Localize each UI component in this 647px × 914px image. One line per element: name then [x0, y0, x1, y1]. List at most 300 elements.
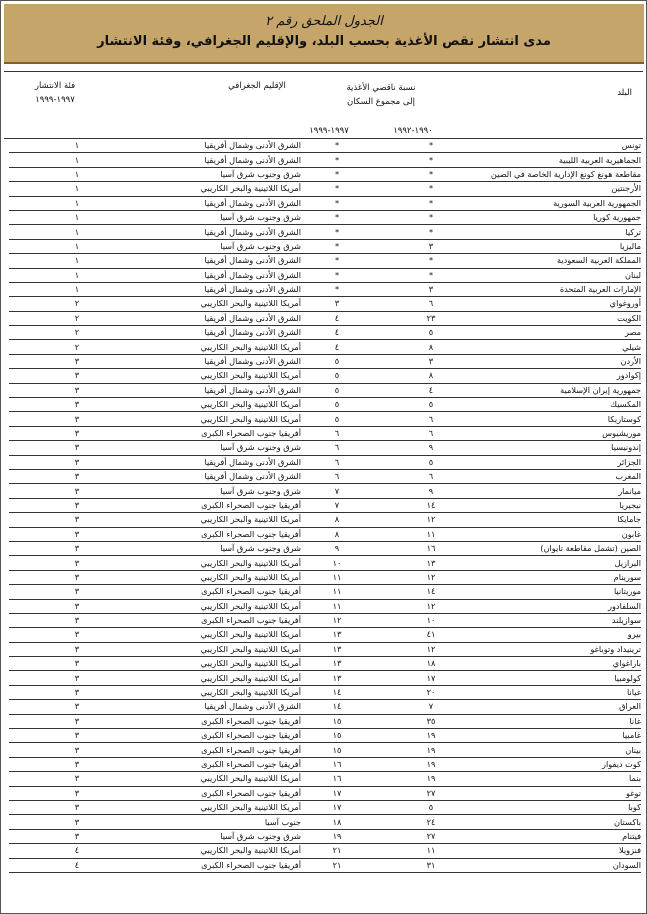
share-1997-99-cell: *: [301, 196, 373, 210]
category-cell: ٣: [9, 354, 145, 368]
share-1997-99-cell: *: [301, 268, 373, 282]
region-cell: شرق وجنوب شرق آسيا: [145, 210, 301, 224]
category-cell: ٣: [9, 369, 145, 383]
country-cell: مقاطعة هونغ كونغ الإدارية الخاصة في الصين: [489, 167, 641, 181]
category-cell: ٢: [9, 297, 145, 311]
category-cell: ٣: [9, 426, 145, 440]
region-cell: الشرق الأدنى وشمال أفريقيا: [145, 326, 301, 340]
region-cell: أمريكا اللاتينية والبحر الكاريبي: [145, 513, 301, 527]
country-cell: شيلي: [489, 340, 641, 354]
country-cell: إكوادور: [489, 369, 641, 383]
share-1990-92-cell: *: [373, 196, 489, 210]
country-cell: بيرو: [489, 628, 641, 642]
share-1990-92-cell: ١٩: [373, 729, 489, 743]
region-cell: الشرق الأدنى وشمال أفريقيا: [145, 225, 301, 239]
country-cell: جامايكا: [489, 513, 641, 527]
category-cell: ٣: [9, 484, 145, 498]
table-row: [9, 383, 641, 397]
share-1997-99-cell: ٦: [301, 469, 373, 483]
share-1997-99-cell: ٦: [301, 441, 373, 455]
category-cell: ٣: [9, 441, 145, 455]
table-row: [9, 786, 641, 800]
region-cell: أمريكا اللاتينية والبحر الكاريبي: [145, 398, 301, 412]
category-cell: ٢: [9, 311, 145, 325]
category-cell: ٣: [9, 613, 145, 627]
table-row: [9, 167, 641, 181]
share-1990-92-cell: ١٢: [373, 642, 489, 656]
region-cell: أمريكا اللاتينية والبحر الكاريبي: [145, 642, 301, 656]
region-cell: الشرق الأدنى وشمال أفريقيا: [145, 469, 301, 483]
share-1990-92-cell: ١٠: [373, 613, 489, 627]
share-1997-99-cell: ٢١: [301, 858, 373, 872]
category-cell: ١: [9, 282, 145, 296]
category-cell: ٣: [9, 498, 145, 512]
region-cell: جنوب آسيا: [145, 815, 301, 829]
category-cell: ٣: [9, 743, 145, 757]
category-cell: ١: [9, 254, 145, 268]
table-row: [9, 254, 641, 268]
region-cell: شرق وجنوب شرق آسيا: [145, 441, 301, 455]
table-row: [9, 541, 641, 555]
share-1997-99-cell: ٨: [301, 513, 373, 527]
country-cell: غيانا: [489, 685, 641, 699]
region-cell: الشرق الأدنى وشمال أفريقيا: [145, 254, 301, 268]
category-cell: ١: [9, 153, 145, 167]
share-1990-92-cell: *: [373, 182, 489, 196]
share-1990-92-cell: *: [373, 254, 489, 268]
country-cell: بينان: [489, 743, 641, 757]
country-cell: سورينام: [489, 570, 641, 584]
region-cell: أمريكا اللاتينية والبحر الكاريبي: [145, 412, 301, 426]
country-cell: ميانمار: [489, 484, 641, 498]
category-cell: ٣: [9, 412, 145, 426]
region-cell: أفريقيا جنوب الصحراء الكبرى: [145, 498, 301, 512]
region-cell: الشرق الأدنى وشمال أفريقيا: [145, 268, 301, 282]
share-1990-92-cell: ١٩: [373, 757, 489, 771]
table-row: [9, 297, 641, 311]
country-cell: كوبا: [489, 800, 641, 814]
table-row: [9, 757, 641, 771]
category-cell: ٣: [9, 398, 145, 412]
country-cell: غانا: [489, 714, 641, 728]
share-1997-99-cell: ٦: [301, 455, 373, 469]
region-cell: أمريكا اللاتينية والبحر الكاريبي: [145, 628, 301, 642]
table-row: [9, 498, 641, 512]
country-cell: غابون: [489, 527, 641, 541]
header-period-1997-99: ١٩٩٧-١٩٩٩: [309, 126, 349, 136]
category-cell: ٣: [9, 815, 145, 829]
country-cell: كوت ديفوار: [489, 757, 641, 771]
table-row: [9, 225, 641, 239]
share-1997-99-cell: *: [301, 239, 373, 253]
region-cell: شرق وجنوب شرق آسيا: [145, 541, 301, 555]
region-cell: أفريقيا جنوب الصحراء الكبرى: [145, 613, 301, 627]
country-cell: باكستان: [489, 815, 641, 829]
country-cell: جمهورية إيران الإسلامية: [489, 383, 641, 397]
country-cell: ترينيداد وتوباغو: [489, 642, 641, 656]
table-row: [9, 599, 641, 613]
region-cell: أفريقيا جنوب الصحراء الكبرى: [145, 757, 301, 771]
share-1990-92-cell: ٦: [373, 426, 489, 440]
share-1990-92-cell: ٨: [373, 369, 489, 383]
table-row: [9, 671, 641, 685]
country-cell: موريشيوس: [489, 426, 641, 440]
share-1990-92-cell: ٣١: [373, 858, 489, 872]
header-share-line2: إلى مجموع السكان: [347, 97, 415, 107]
country-cell: السودان: [489, 858, 641, 872]
table-row: [9, 441, 641, 455]
country-cell: باراغواي: [489, 657, 641, 671]
country-cell: المكسيك: [489, 398, 641, 412]
country-cell: سوازيلند: [489, 613, 641, 627]
region-cell: أمريكا اللاتينية والبحر الكاريبي: [145, 570, 301, 584]
share-1990-92-cell: *: [373, 268, 489, 282]
share-1997-99-cell: ١٥: [301, 714, 373, 728]
category-cell: ٣: [9, 729, 145, 743]
share-1997-99-cell: ٢١: [301, 844, 373, 858]
share-1997-99-cell: ١٩: [301, 829, 373, 843]
country-cell: توغو: [489, 786, 641, 800]
region-cell: أمريكا اللاتينية والبحر الكاريبي: [145, 182, 301, 196]
table-row: [9, 426, 641, 440]
country-cell: فيتنام: [489, 829, 641, 843]
share-1997-99-cell: ١١: [301, 599, 373, 613]
share-1990-92-cell: ١٢: [373, 570, 489, 584]
category-cell: ٣: [9, 685, 145, 699]
share-1990-92-cell: ٥: [373, 455, 489, 469]
prevalence-table: [9, 139, 641, 873]
region-cell: أفريقيا جنوب الصحراء الكبرى: [145, 786, 301, 800]
category-cell: ٢: [9, 340, 145, 354]
country-cell: العراق: [489, 700, 641, 714]
table-row: [9, 685, 641, 699]
country-cell: المملكة العربية السعودية: [489, 254, 641, 268]
share-1997-99-cell: ١٢: [301, 613, 373, 627]
category-cell: ٣: [9, 541, 145, 555]
share-1990-92-cell: ٦: [373, 297, 489, 311]
share-1997-99-cell: ١٣: [301, 671, 373, 685]
region-cell: شرق وجنوب شرق آسيا: [145, 484, 301, 498]
share-1990-92-cell: ١١: [373, 527, 489, 541]
category-cell: ٣: [9, 599, 145, 613]
share-1990-92-cell: ٢٧: [373, 786, 489, 800]
table-row: [9, 469, 641, 483]
table-row: [9, 139, 641, 153]
country-cell: السلفادور: [489, 599, 641, 613]
country-cell: تونس: [489, 139, 641, 153]
share-1997-99-cell: ١٠: [301, 556, 373, 570]
share-1990-92-cell: ٤: [373, 383, 489, 397]
table-row: [9, 268, 641, 282]
table-row: [9, 642, 641, 656]
share-1990-92-cell: ٦: [373, 469, 489, 483]
share-1990-92-cell: ١٤: [373, 498, 489, 512]
share-1990-92-cell: ٢٣: [373, 311, 489, 325]
share-1997-99-cell: ١١: [301, 570, 373, 584]
table-row: [9, 815, 641, 829]
region-cell: شرق وجنوب شرق آسيا: [145, 829, 301, 843]
table-row: [9, 398, 641, 412]
category-cell: ٣: [9, 513, 145, 527]
country-cell: أوروغواي: [489, 297, 641, 311]
share-1997-99-cell: ٥: [301, 369, 373, 383]
table-row: [9, 311, 641, 325]
region-cell: الشرق الأدنى وشمال أفريقيا: [145, 139, 301, 153]
share-1990-92-cell: *: [373, 225, 489, 239]
table-row: [9, 844, 641, 858]
table-row: [9, 585, 641, 599]
category-cell: ١: [9, 225, 145, 239]
header-category-line1: فئة الانتشار: [34, 81, 76, 91]
region-cell: الشرق الأدنى وشمال أفريقيا: [145, 354, 301, 368]
share-1990-92-cell: ١٧: [373, 671, 489, 685]
share-1997-99-cell: ١٣: [301, 642, 373, 656]
country-cell: الجماهيرية العربية الليبية: [489, 153, 641, 167]
share-1997-99-cell: ٨: [301, 527, 373, 541]
table-row: [9, 570, 641, 584]
table-row: [9, 628, 641, 642]
share-1990-92-cell: ١٨: [373, 657, 489, 671]
share-1990-92-cell: ٥: [373, 398, 489, 412]
country-cell: تركيا: [489, 225, 641, 239]
region-cell: شرق وجنوب شرق آسيا: [145, 167, 301, 181]
table-row: [9, 613, 641, 627]
share-1997-99-cell: ١٤: [301, 685, 373, 699]
share-1997-99-cell: *: [301, 153, 373, 167]
share-1990-92-cell: *: [373, 153, 489, 167]
table-body: [9, 139, 641, 872]
category-cell: ٢: [9, 326, 145, 340]
country-cell: بنما: [489, 772, 641, 786]
region-cell: أفريقيا جنوب الصحراء الكبرى: [145, 585, 301, 599]
share-1990-92-cell: ٩: [373, 441, 489, 455]
share-1990-92-cell: ٢٧: [373, 829, 489, 843]
table-row: [9, 210, 641, 224]
country-cell: البرازيل: [489, 556, 641, 570]
category-cell: ١: [9, 196, 145, 210]
share-1990-92-cell: *: [373, 139, 489, 153]
header-country: البلد: [617, 88, 632, 98]
category-cell: ٤: [9, 858, 145, 872]
share-1990-92-cell: ١٣: [373, 556, 489, 570]
share-1997-99-cell: *: [301, 254, 373, 268]
region-cell: الشرق الأدنى وشمال أفريقيا: [145, 196, 301, 210]
share-1997-99-cell: ٥: [301, 398, 373, 412]
category-cell: ٣: [9, 469, 145, 483]
share-1990-92-cell: ٢٤: [373, 815, 489, 829]
category-cell: ٣: [9, 757, 145, 771]
region-cell: أفريقيا جنوب الصحراء الكبرى: [145, 743, 301, 757]
country-cell: الأرجنتين: [489, 182, 641, 196]
region-cell: الشرق الأدنى وشمال أفريقيا: [145, 311, 301, 325]
share-1997-99-cell: ٩: [301, 541, 373, 555]
share-1990-92-cell: ١٤: [373, 585, 489, 599]
category-cell: ٣: [9, 671, 145, 685]
share-1997-99-cell: ٤: [301, 326, 373, 340]
region-cell: أفريقيا جنوب الصحراء الكبرى: [145, 729, 301, 743]
category-cell: ٣: [9, 383, 145, 397]
table-row: [9, 729, 641, 743]
country-cell: إندونيسيا: [489, 441, 641, 455]
share-1990-92-cell: ٣٥: [373, 714, 489, 728]
country-cell: الأردن: [489, 354, 641, 368]
category-cell: ٣: [9, 772, 145, 786]
share-1997-99-cell: ١٧: [301, 786, 373, 800]
share-1990-92-cell: ٥: [373, 326, 489, 340]
region-cell: أمريكا اللاتينية والبحر الكاريبي: [145, 556, 301, 570]
table-row: [9, 340, 641, 354]
share-1990-92-cell: ١٢: [373, 513, 489, 527]
country-cell: مصر: [489, 326, 641, 340]
country-cell: جمهورية كوريا: [489, 210, 641, 224]
region-cell: أمريكا اللاتينية والبحر الكاريبي: [145, 369, 301, 383]
share-1997-99-cell: ٧: [301, 484, 373, 498]
region-cell: الشرق الأدنى وشمال أفريقيا: [145, 383, 301, 397]
share-1997-99-cell: ١١: [301, 585, 373, 599]
table-row: [9, 239, 641, 253]
share-1997-99-cell: ١٦: [301, 757, 373, 771]
country-cell: كوستاريكا: [489, 412, 641, 426]
region-cell: أمريكا اللاتينية والبحر الكاريبي: [145, 297, 301, 311]
table-row: [9, 657, 641, 671]
table-row: [9, 700, 641, 714]
share-1997-99-cell: ٤: [301, 340, 373, 354]
share-1990-92-cell: ١١: [373, 844, 489, 858]
share-1997-99-cell: ٧: [301, 498, 373, 512]
region-cell: أفريقيا جنوب الصحراء الكبرى: [145, 527, 301, 541]
region-cell: أمريكا اللاتينية والبحر الكاريبي: [145, 772, 301, 786]
share-1990-92-cell: *: [373, 167, 489, 181]
country-cell: الصين (تشمل مقاطعة تايوان): [489, 541, 641, 555]
country-cell: فنزويلا: [489, 844, 641, 858]
table-row: [9, 282, 641, 296]
share-1990-92-cell: ٩: [373, 484, 489, 498]
share-1997-99-cell: ١٤: [301, 700, 373, 714]
country-cell: لبنان: [489, 268, 641, 282]
share-1990-92-cell: ١٢: [373, 599, 489, 613]
table-row: [9, 556, 641, 570]
share-1997-99-cell: *: [301, 182, 373, 196]
region-cell: أمريكا اللاتينية والبحر الكاريبي: [145, 685, 301, 699]
share-1997-99-cell: *: [301, 282, 373, 296]
table-main-title: مدى انتشار نقص الأغذية بحسب البلد، والإقليم الجغرافي، وفئة الانتشار: [97, 34, 551, 49]
table-row: [9, 743, 641, 757]
share-1990-92-cell: ٣: [373, 282, 489, 296]
category-cell: ١: [9, 182, 145, 196]
region-cell: الشرق الأدنى وشمال أفريقيا: [145, 700, 301, 714]
category-cell: ٣: [9, 585, 145, 599]
share-1997-99-cell: ١٣: [301, 657, 373, 671]
share-1997-99-cell: ١٣: [301, 628, 373, 642]
share-1997-99-cell: *: [301, 167, 373, 181]
table-row: [9, 182, 641, 196]
share-1990-92-cell: ١٩: [373, 743, 489, 757]
share-1990-92-cell: ٧: [373, 700, 489, 714]
region-cell: أفريقيا جنوب الصحراء الكبرى: [145, 714, 301, 728]
header-top-rule: [4, 71, 643, 72]
table-row: [9, 153, 641, 167]
region-cell: الشرق الأدنى وشمال أفريقيا: [145, 455, 301, 469]
header-category-line2: ١٩٩٧-١٩٩٩: [35, 95, 75, 105]
table-row: [9, 484, 641, 498]
region-cell: أفريقيا جنوب الصحراء الكبرى: [145, 426, 301, 440]
share-1997-99-cell: ٣: [301, 297, 373, 311]
country-cell: الجزائر: [489, 455, 641, 469]
category-cell: ٣: [9, 628, 145, 642]
table-row: [9, 412, 641, 426]
share-1990-92-cell: ٥: [373, 800, 489, 814]
share-1990-92-cell: ٦: [373, 412, 489, 426]
category-cell: ٣: [9, 800, 145, 814]
category-cell: ١: [9, 167, 145, 181]
table-row: [9, 513, 641, 527]
country-cell: كولومبيا: [489, 671, 641, 685]
region-cell: شرق وجنوب شرق آسيا: [145, 239, 301, 253]
table-row: [9, 455, 641, 469]
region-cell: الشرق الأدنى وشمال أفريقيا: [145, 153, 301, 167]
country-cell: غامبيا: [489, 729, 641, 743]
share-1997-99-cell: *: [301, 139, 373, 153]
share-1997-99-cell: ٥: [301, 383, 373, 397]
share-1997-99-cell: ١٦: [301, 772, 373, 786]
country-cell: نيجيريا: [489, 498, 641, 512]
country-cell: المغرب: [489, 469, 641, 483]
share-1990-92-cell: ٢٠: [373, 685, 489, 699]
table-row: [9, 369, 641, 383]
share-1990-92-cell: ٣: [373, 354, 489, 368]
share-1997-99-cell: ٤: [301, 311, 373, 325]
category-cell: ٣: [9, 556, 145, 570]
country-cell: الإمارات العربية المتحدة: [489, 282, 641, 296]
country-cell: موريتانيا: [489, 585, 641, 599]
share-1997-99-cell: ٥: [301, 412, 373, 426]
category-cell: ٣: [9, 570, 145, 584]
category-cell: ٣: [9, 700, 145, 714]
share-1990-92-cell: ٤١: [373, 628, 489, 642]
table-row: [9, 527, 641, 541]
region-cell: أمريكا اللاتينية والبحر الكاريبي: [145, 844, 301, 858]
share-1990-92-cell: ٣: [373, 239, 489, 253]
table-row: [9, 800, 641, 814]
title-banner: [4, 4, 644, 64]
category-cell: ٣: [9, 527, 145, 541]
share-1990-92-cell: ١٦: [373, 541, 489, 555]
table-row: [9, 858, 641, 872]
header-period-1990-92: ١٩٩٠-١٩٩٢: [393, 126, 433, 136]
region-cell: أمريكا اللاتينية والبحر الكاريبي: [145, 671, 301, 685]
share-1997-99-cell: ١٥: [301, 743, 373, 757]
category-cell: ٤: [9, 844, 145, 858]
table-row: [9, 326, 641, 340]
share-1990-92-cell: ٨: [373, 340, 489, 354]
header-region: الإقليم الجغرافي: [228, 81, 286, 91]
country-cell: الجمهورية العربية السورية: [489, 196, 641, 210]
table-row: [9, 829, 641, 843]
header-share-line1: نسبة ناقصي الأغذية: [346, 83, 416, 93]
category-cell: ٣: [9, 657, 145, 671]
country-cell: الكويت: [489, 311, 641, 325]
category-cell: ٣: [9, 786, 145, 800]
category-cell: ١: [9, 139, 145, 153]
category-cell: ٣: [9, 714, 145, 728]
share-1990-92-cell: *: [373, 210, 489, 224]
category-cell: ٣: [9, 642, 145, 656]
category-cell: ٣: [9, 829, 145, 843]
region-cell: أمريكا اللاتينية والبحر الكاريبي: [145, 800, 301, 814]
category-cell: ١: [9, 239, 145, 253]
share-1997-99-cell: ٦: [301, 426, 373, 440]
share-1990-92-cell: ١٩: [373, 772, 489, 786]
